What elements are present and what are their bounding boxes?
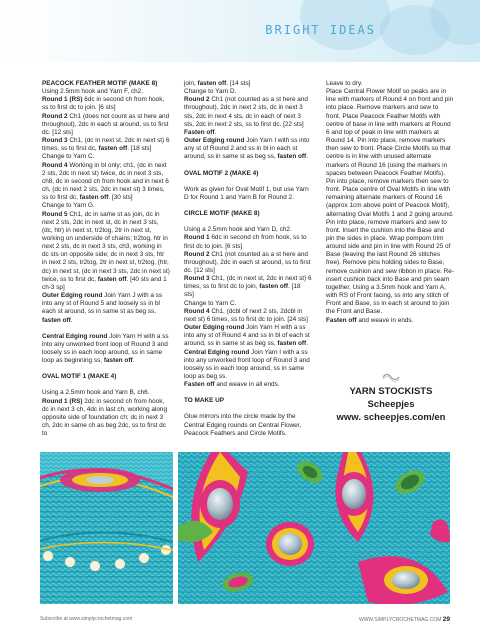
pattern-paragraph bbox=[184, 251, 312, 275]
text-run: Leave to dry. bbox=[326, 80, 363, 87]
bold-run: fasten off bbox=[79, 194, 109, 202]
pattern-column-1 bbox=[42, 80, 170, 438]
section-title: BRIGHT IDEAS bbox=[265, 23, 376, 37]
text-run: 6dc in second ch from hook, ss to first dc to join. [6 sts] bbox=[184, 234, 307, 250]
pattern-paragraph bbox=[184, 96, 312, 129]
pattern-paragraph bbox=[42, 153, 170, 161]
pattern-paragraph bbox=[42, 389, 170, 397]
text-run: . bbox=[306, 340, 308, 348]
bold-run: TO MAKE UP bbox=[184, 397, 225, 405]
bold-run: Round 4 bbox=[42, 161, 68, 169]
bold-run: fasten off bbox=[277, 153, 307, 161]
pattern-paragraph bbox=[184, 413, 312, 437]
text-run: Change to Yarn C. bbox=[42, 153, 95, 161]
bold-run: PEACOCK FEATHER MOTIF (MAKE 8) bbox=[42, 80, 158, 87]
pattern-paragraph bbox=[184, 129, 312, 137]
pattern-paragraph bbox=[326, 317, 454, 325]
text-run: Change to Yarn G. bbox=[42, 202, 95, 210]
text-run: Ch1, (dcbl of next 2 sts, 2dcbl in next st) 6 times, ss to first dc to join. [24 sts] bbox=[184, 307, 308, 323]
pattern-paragraph bbox=[184, 349, 312, 382]
pattern-paragraph bbox=[42, 162, 170, 203]
pattern-paragraph bbox=[42, 202, 170, 210]
bold-run: OVAL MOTIF 1 (MAKE 4) bbox=[42, 373, 117, 381]
bold-run: Round 2 bbox=[184, 96, 210, 104]
bold-run: fasten off bbox=[277, 340, 307, 348]
bold-run: Round 2 bbox=[184, 250, 210, 258]
pattern-paragraph bbox=[184, 88, 312, 96]
pattern-paragraph bbox=[42, 398, 170, 439]
text-run: . [18 sts] bbox=[127, 145, 152, 153]
pattern-paragraph bbox=[184, 80, 312, 88]
text-run: Ch1, (dc in next st, 2dc in next st) 6 times, ss to first dc to join, bbox=[184, 275, 312, 291]
bold-run: Round 1 (RS) bbox=[42, 397, 83, 405]
text-run: Change to Yarn D. bbox=[184, 88, 237, 96]
footer-site bbox=[359, 616, 450, 623]
text-run: Using a 2.5mm hook and Yarn D, ch2. bbox=[184, 226, 292, 234]
page-number: 29 bbox=[442, 616, 450, 623]
bold-run: Fasten off bbox=[184, 128, 215, 136]
text-run: 2dc in second ch from hook, dc in next 3 ch, 4dc in last ch, working along opposite side of foundation ch; dc in next 3 ch, 2dc in same ch as beg 2dc, ss to first dc to bbox=[42, 397, 168, 438]
bold-run: fasten off bbox=[103, 357, 133, 365]
text-run: . bbox=[214, 128, 217, 136]
pattern-column-2 bbox=[184, 80, 312, 438]
pattern-paragraph bbox=[42, 80, 170, 88]
text-run: Join Yarn I with a ss into any unworked front loop of Round 3 and loosely ss in each loop around, ss in same loop as beg ss. bbox=[184, 348, 310, 380]
pattern-paragraph bbox=[326, 80, 454, 88]
text-run: . [40 sts and 1 ch-3 sp] bbox=[42, 275, 167, 291]
bold-run: fasten off bbox=[197, 80, 227, 87]
bold-run: Round 3 bbox=[184, 275, 210, 283]
bold-run: Fasten off bbox=[184, 381, 215, 389]
text-run: Ch1, dc in same st as join, dc in next 2 sts, 2dc in next st, dc in next 3 sts, (dc, htr) in next st, tr2tog, 2tr in next st, working on underside of chains; tr2tog, htr in next 2 sts, dc in next 3 sts, ch3, working in dc sts on opposite side; dc in next 3 sts, htr in next 2 sts, tr2tog, 2tr in next st, tr2tog, (htr, dc) in next st, (dc in next 3 sts, 2dc in next st) twice, ss to first dc, bbox=[42, 210, 170, 283]
pattern-paragraph bbox=[42, 96, 170, 112]
text-run: . [14 sts] bbox=[226, 80, 251, 87]
text-run: Place Central Flower Motif so peaks are in line with markers of Round 4 on front and pin into place. Remove markers and sew to front. Place Peacock Feather Motifs with centre of base in line with markers at Round 6 and top of peak in line with markers at Round 14. Pin into place, remove markers then sew to front. Place Circle Motifs so that centre is in line with unused alternate markers of Round 16 (using the markers in spaces between Peacock Feather Motifs). Pin into place, remove markers then sew to front. Place centre of Oval Motifs in line with remaining alternate markers of Round 16 (approx 1cm above point of Peacock Motif), alternating Oval Motifs 1 and 2 going around. Pin into place, remove markers and sew to front. Insert the cushion into the Base and pin the sides in place. Wrap pompom trim around side and pin in line with Round 25 of Base (leaving the last Round 26 stitches free). Remove pins holding sides to Base, remove cushion and sew ribbon in place. Re-insert cushion back into Base and pin seam together. Using a 3.5mm hook and Yarn A, with RS of Front facing, ss into any stitch of Front and Base, ss in each st around to join the Front and Base. bbox=[326, 88, 454, 316]
bold-run: fasten off bbox=[259, 283, 289, 291]
text-run: . [30 sts] bbox=[108, 194, 133, 202]
pattern-paragraph bbox=[184, 300, 312, 308]
bold-run: fasten off bbox=[98, 145, 128, 153]
text-run: Join Yarn H with a ss into any unworked front loop of Round 3 and loosely ss in each loop around, ss in same loop as beginning ss, bbox=[42, 332, 169, 365]
pattern-paragraph bbox=[42, 211, 170, 293]
bold-run: fasten off bbox=[97, 275, 127, 283]
bold-run: Outer Edging round bbox=[184, 324, 245, 332]
text-run: . bbox=[306, 153, 308, 161]
text-run: Join Yarn J with a ss into any st of Round 5 and loosely ss in bl each st around, ss in same st as beg ss, bbox=[42, 292, 163, 316]
pattern-column-3 bbox=[326, 80, 454, 325]
text-run: Change to Yarn C. bbox=[184, 299, 237, 307]
pattern-paragraph bbox=[184, 324, 312, 348]
pattern-paragraph bbox=[184, 170, 312, 178]
pattern-paragraph bbox=[184, 226, 312, 234]
bold-run: fasten off bbox=[42, 316, 71, 324]
pattern-paragraph bbox=[184, 397, 312, 405]
footer-subscribe[interactable]: Subscribe at www.simplycrochetmag.com bbox=[40, 616, 133, 622]
text-run: join, bbox=[184, 80, 198, 87]
pattern-paragraph bbox=[42, 113, 170, 137]
text-run: Join Yarn H with a ss into any st of Round 4 and ss in bl of each st around, ss in same st as beg ss, bbox=[184, 324, 310, 348]
stockists-brand: Scheepjes bbox=[367, 399, 415, 410]
text-run: Using a 2.5mm hook and Yarn B, ch6. bbox=[42, 389, 150, 397]
bold-run: Round 4 bbox=[184, 307, 210, 315]
text-run: . [18 sts] bbox=[184, 283, 301, 299]
stockists-url[interactable]: www. scheepjes.com/en bbox=[336, 412, 446, 423]
bold-run: Outer Edging round bbox=[42, 292, 103, 300]
bold-run: Central Edging round bbox=[42, 332, 108, 340]
footer-site-url: WWW.SIMPLYCROCHETMAG.COM bbox=[358, 617, 442, 623]
text-run: and weave in ends. bbox=[356, 316, 414, 324]
text-run: Ch1 (does not count as st here and throughout), 2dc in each st around, ss to first dc. [12 sts] bbox=[42, 112, 170, 136]
text-run: Using 2.5mm hook and Yarn F, ch2. bbox=[42, 88, 144, 96]
bold-run: Round 1 bbox=[184, 234, 210, 242]
pattern-paragraph bbox=[42, 373, 170, 381]
bold-run: Round 2 bbox=[42, 112, 68, 120]
cushion-front-photo bbox=[178, 452, 450, 604]
text-run: and weave in all ends. bbox=[214, 381, 280, 389]
pattern-paragraph bbox=[184, 381, 312, 389]
bold-run: Round 1 (RS) bbox=[42, 96, 83, 104]
text-run: Ch1 (not counted as a st here and throughout), 2dc in next 2 sts, dc in next 3 sts, 2dc in next 4 sts, dc in each of next 3 sts, 2dc in next 2 sts, ss to first dc. [22 sts] bbox=[184, 96, 308, 128]
bold-run: CIRCLE MOTIF (MAKE 8) bbox=[184, 210, 260, 218]
text-run: Work as given for Oval Motif 1, but use Yarn D for Round 1 and Yarn B for Round 2. bbox=[184, 185, 309, 201]
text-run: Ch1 (not counted as a st here and throughout), 2dc in each st around, ss to first dc. [12 sts] bbox=[184, 250, 311, 274]
text-run: 6dc in second ch from hook, ss to first dc to join. [6 sts] bbox=[42, 96, 165, 112]
bold-run: Round 3 bbox=[42, 137, 68, 145]
pattern-paragraph bbox=[42, 333, 170, 366]
text-run: . bbox=[70, 316, 73, 324]
cushion-side-photo bbox=[40, 452, 173, 604]
pattern-paragraph bbox=[184, 234, 312, 250]
pattern-paragraph bbox=[184, 210, 312, 218]
pattern-paragraph bbox=[184, 275, 312, 299]
header-band bbox=[0, 0, 480, 62]
pattern-paragraph bbox=[42, 88, 170, 96]
pattern-paragraph bbox=[42, 137, 170, 153]
bold-run: Outer Edging round bbox=[184, 137, 245, 145]
bold-run: OVAL MOTIF 2 (MAKE 4) bbox=[184, 169, 259, 177]
stockists-heading: YARN STOCKISTS bbox=[349, 386, 433, 397]
pattern-paragraph bbox=[184, 308, 312, 324]
bold-run: Round 5 bbox=[42, 210, 68, 218]
scheepjes-logo-icon bbox=[381, 372, 401, 382]
pattern-paragraph bbox=[184, 137, 312, 161]
text-run: Ch1, (dc in next st, 2dc in next st) 6 times, ss to first dc, bbox=[42, 137, 170, 153]
bold-run: Central Edging round bbox=[184, 348, 250, 356]
text-run: . bbox=[132, 357, 135, 365]
pattern-paragraph bbox=[326, 88, 454, 316]
pattern-paragraph bbox=[184, 186, 312, 202]
text-run: Working in bl only; ch1, (dc in next 2 sts, 2dc in next st) twice, dc in next 3 sts, ch8, dc in second ch from hook and in next 6 ch, (dc in next 2 sts, 2dc in next st) 3 times, ss to first dc, bbox=[42, 161, 169, 202]
pattern-paragraph bbox=[42, 292, 170, 325]
yarn-stockists bbox=[326, 372, 456, 424]
text-run: Join Yarn I with ss into any st of Round 2 and ss in bl in each st around, ss in same st as beg ss, bbox=[184, 137, 310, 161]
text-run: Glue mirrors into the circle made by the Central Edging rounds on Central Flower, Peacock Feathers and Circle Motifs. bbox=[184, 413, 302, 437]
bold-run: Fasten off bbox=[326, 316, 357, 324]
